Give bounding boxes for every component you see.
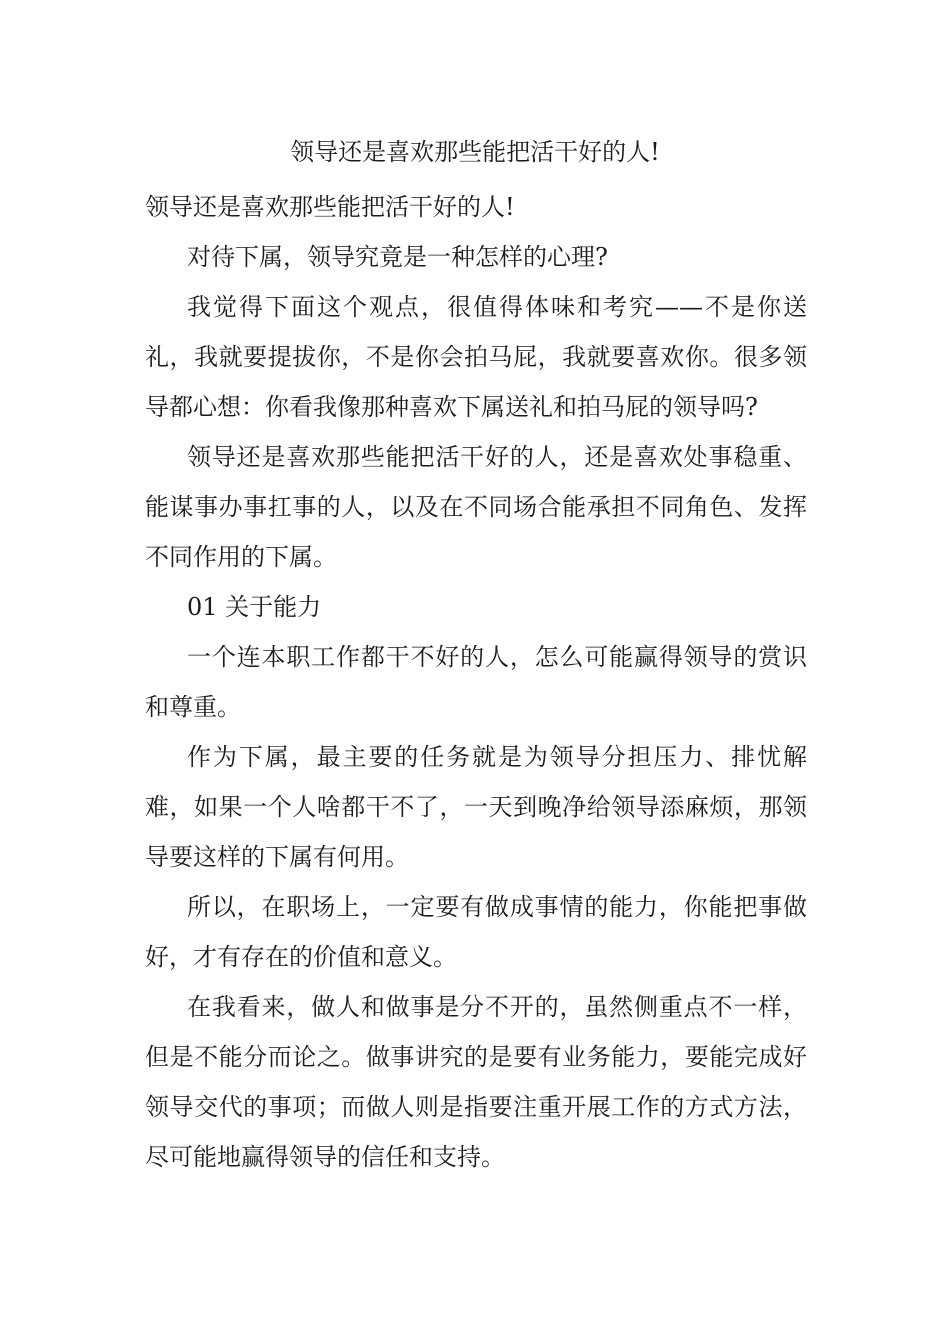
paragraph: 对待下属，领导究竟是一种怎样的心理?: [187, 243, 608, 271]
document-body: [145, 182, 807, 1182]
paragraph: 在我看来，做人和做事是分不开的，虽然侧重点不一样，但是不能分而论之。做事讲究的是要有业务能力，要能完成好领导交代的事项；而做人则是指要注重开展工作的方式方法，尽可能地赢得领导的信任和支持。: [145, 993, 807, 1171]
paragraph: 领导还是喜欢那些能把活干好的人，还是喜欢处事稳重、能谋事办事扛事的人，以及在不同场合能承担不同角色、发挥不同作用的下属。: [145, 443, 807, 571]
paragraph: 作为下属，最主要的任务就是为领导分担压力、排忧解难，如果一个人啥都干不了，一天到晚净给领导添麻烦，那领导要这样的下属有何用。: [145, 743, 807, 871]
section-heading: 01 关于能力: [187, 593, 322, 621]
paragraph-heading-repeat: 领导还是喜欢那些能把活干好的人!: [145, 193, 515, 221]
paragraph: 我觉得下面这个观点，很值得体味和考究——不是你送礼，我就要提拔你，不是你会拍马屁，我就要喜欢你。很多领导都心想：你看我像那种喜欢下属送礼和拍马屁的领导吗?: [145, 293, 807, 421]
document-title: 领导还是喜欢那些能把活干好的人!: [290, 138, 660, 166]
paragraph: 所以，在职场上，一定要有做成事情的能力，你能把事做好，才有存在的价值和意义。: [145, 893, 807, 971]
paragraph: 一个连本职工作都干不好的人，怎么可能赢得领导的赏识和尊重。: [145, 643, 807, 721]
